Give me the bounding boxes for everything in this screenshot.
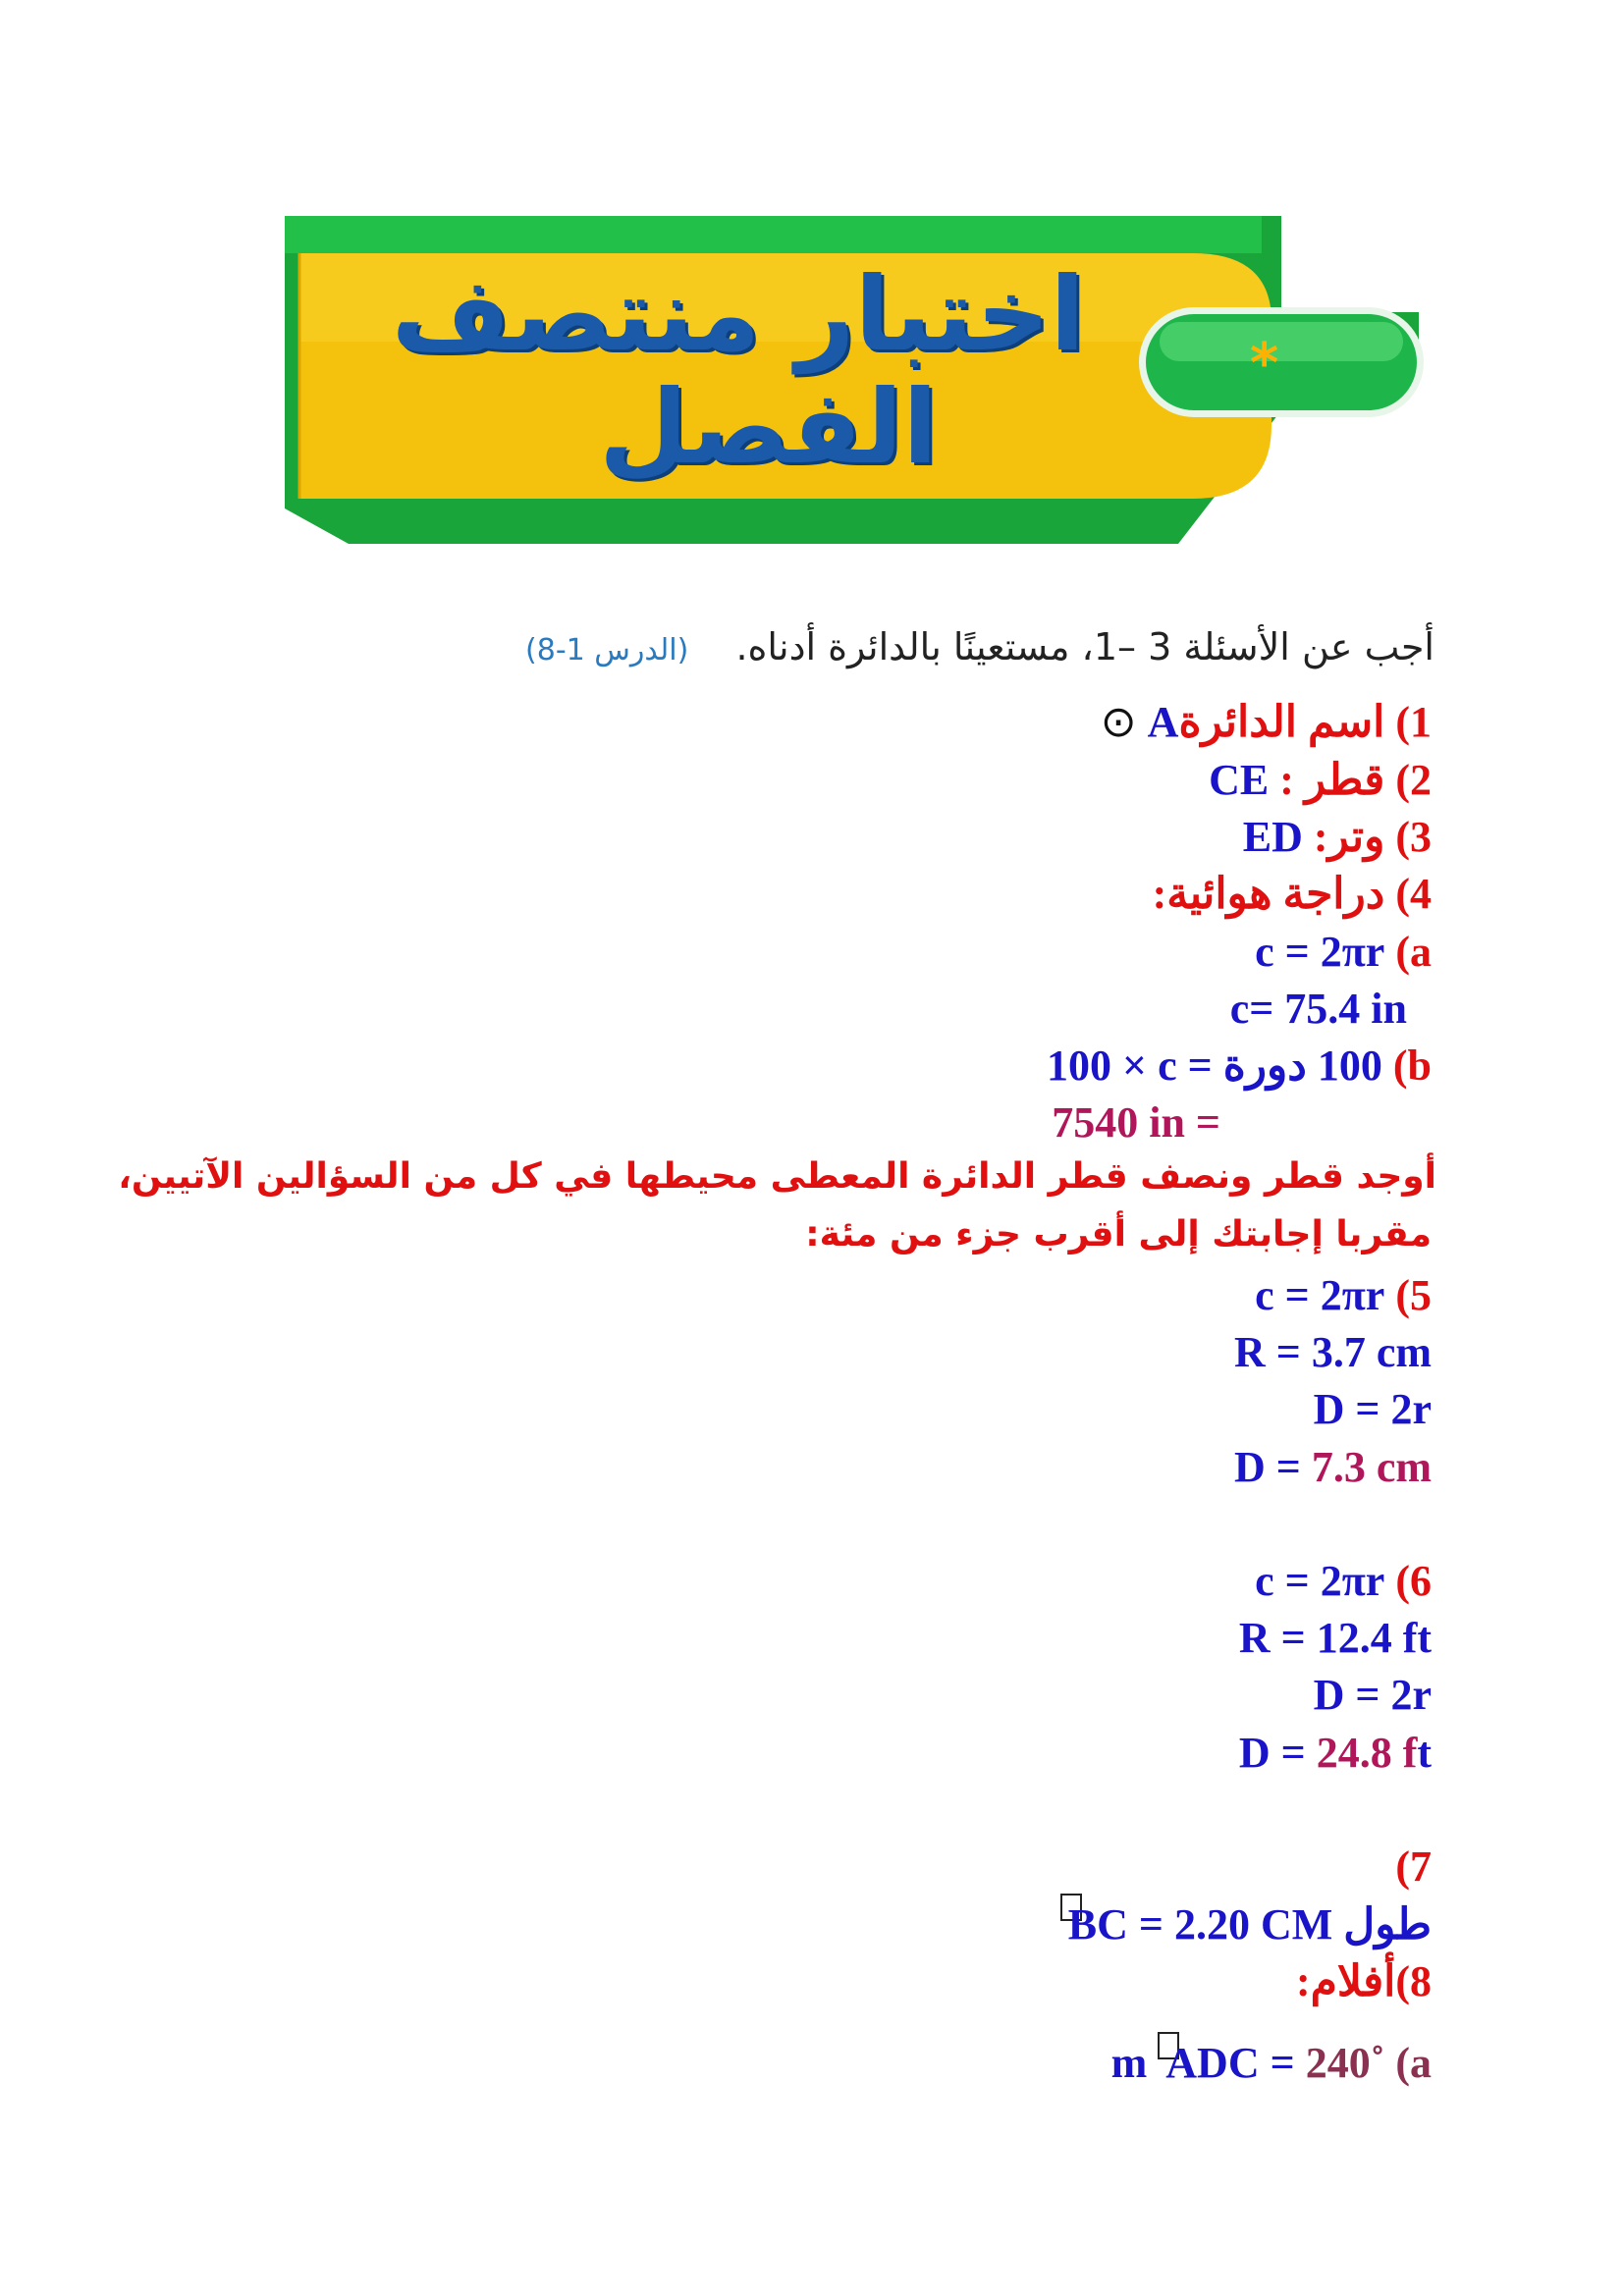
answer-6 [1255,1557,1432,1605]
q4a-formula: c = 2πr [1255,928,1385,976]
q4a-marker: (a [1395,928,1432,976]
answer-7 [1395,1842,1432,1891]
q5-number: (5 [1395,1271,1432,1319]
star-icon: * [1250,332,1279,396]
answer-6-diameter-formula [1313,1671,1432,1719]
intro-text: أجب عن الأسئلة 3 –1، مستعينًا بالدائرة أدناه. [735,625,1434,668]
q5-diameter-label: D = [1233,1443,1312,1491]
instructions-intro [525,625,1434,668]
q1-label: اسم الدائرة [1178,698,1385,746]
answer-4a-result [1229,985,1407,1033]
q4b-result: 7540 in = [1052,1098,1220,1147]
q4b-left: 100 دورة [1222,1041,1382,1090]
q3-value: ED [1242,813,1303,861]
q4-number: 4) [1395,870,1432,918]
answer-4b [1047,1041,1432,1090]
q6-diameter-formula: D = 2r [1313,1671,1432,1719]
q7-number: (7 [1395,1842,1432,1891]
answer-4b-result [1052,1098,1220,1147]
q5-diameter-value: 7.3 cm [1311,1443,1432,1491]
answer-8a [1110,2039,1432,2087]
q1-number: 1) [1395,698,1432,746]
q5-formula: c = 2πr [1255,1271,1385,1319]
lesson-reference: (الدرس 1-8) [525,633,689,667]
q8a-equals: = [1259,2039,1306,2087]
chapter-banner [280,214,1438,546]
answer-7-length [1060,1900,1432,1949]
circle-dot-icon: ⊙ [1100,697,1137,747]
q4a-result: c= 75.4 in [1229,985,1407,1033]
answer-4 [1152,870,1432,918]
q7-arc: BC [1067,1900,1128,1949]
q6-diameter-unit-end: t [1417,1729,1432,1777]
q1-value: A [1147,698,1179,746]
q6-formula: c = 2πr [1255,1557,1385,1605]
answer-5 [1255,1271,1432,1319]
q7-label: طول [1343,1900,1432,1949]
q4-text: دراجة هوائية: [1152,870,1385,918]
banner-title-line2: الفصل [599,367,938,487]
instruction-line1: أوجد قطر ونصف قطر الدائرة المعطى محيطها في كل من السؤالين الآتيين، [118,1156,1436,1197]
answer-6-diameter [1238,1729,1432,1777]
q8a-value: 240˚ [1305,2039,1385,2087]
banner-title-line1: اختبار منتصف [391,254,1085,374]
q6-radius: R = 12.4 ft [1238,1614,1432,1662]
q2-text: قطر : [1269,756,1385,804]
q4b-right: 100 × c = [1047,1041,1213,1090]
q5-diameter-formula: D = 2r [1313,1385,1432,1433]
answer-8 [1295,1957,1432,2005]
q5-radius: R = 3.7 cm [1233,1328,1432,1376]
answer-5-diameter-formula [1313,1385,1432,1433]
q8a-arc: ADC [1165,2039,1260,2087]
q8a-marker: (a [1395,2039,1432,2087]
q6-diameter-value: 24.8 f [1316,1729,1418,1777]
q6-number: (6 [1395,1557,1432,1605]
answer-5-diameter [1233,1443,1432,1491]
answer-3 [1242,813,1432,861]
q8-text: أفلام: [1295,1957,1396,2005]
q6-diameter-label: D = [1238,1729,1317,1777]
q2-number: 2) [1395,756,1432,804]
answer-5-radius [1233,1328,1432,1376]
instruction-line2: مقربا إجابتك إلى أقرب جزء من مئة: [805,1214,1432,1255]
q7-value: = 2.20 CM [1127,1900,1333,1949]
q4b-marker: (b [1392,1041,1432,1090]
q2-value: CE [1209,756,1270,804]
answer-4a [1255,928,1432,976]
answer-1 [1100,697,1432,747]
answer-2 [1209,756,1432,804]
q8a-prefix: m [1110,2039,1159,2087]
q8-number: 8) [1395,1957,1432,2005]
q3-number: 3) [1395,813,1432,861]
q3-text: وتر: [1302,813,1385,861]
answer-6-radius [1238,1614,1432,1662]
